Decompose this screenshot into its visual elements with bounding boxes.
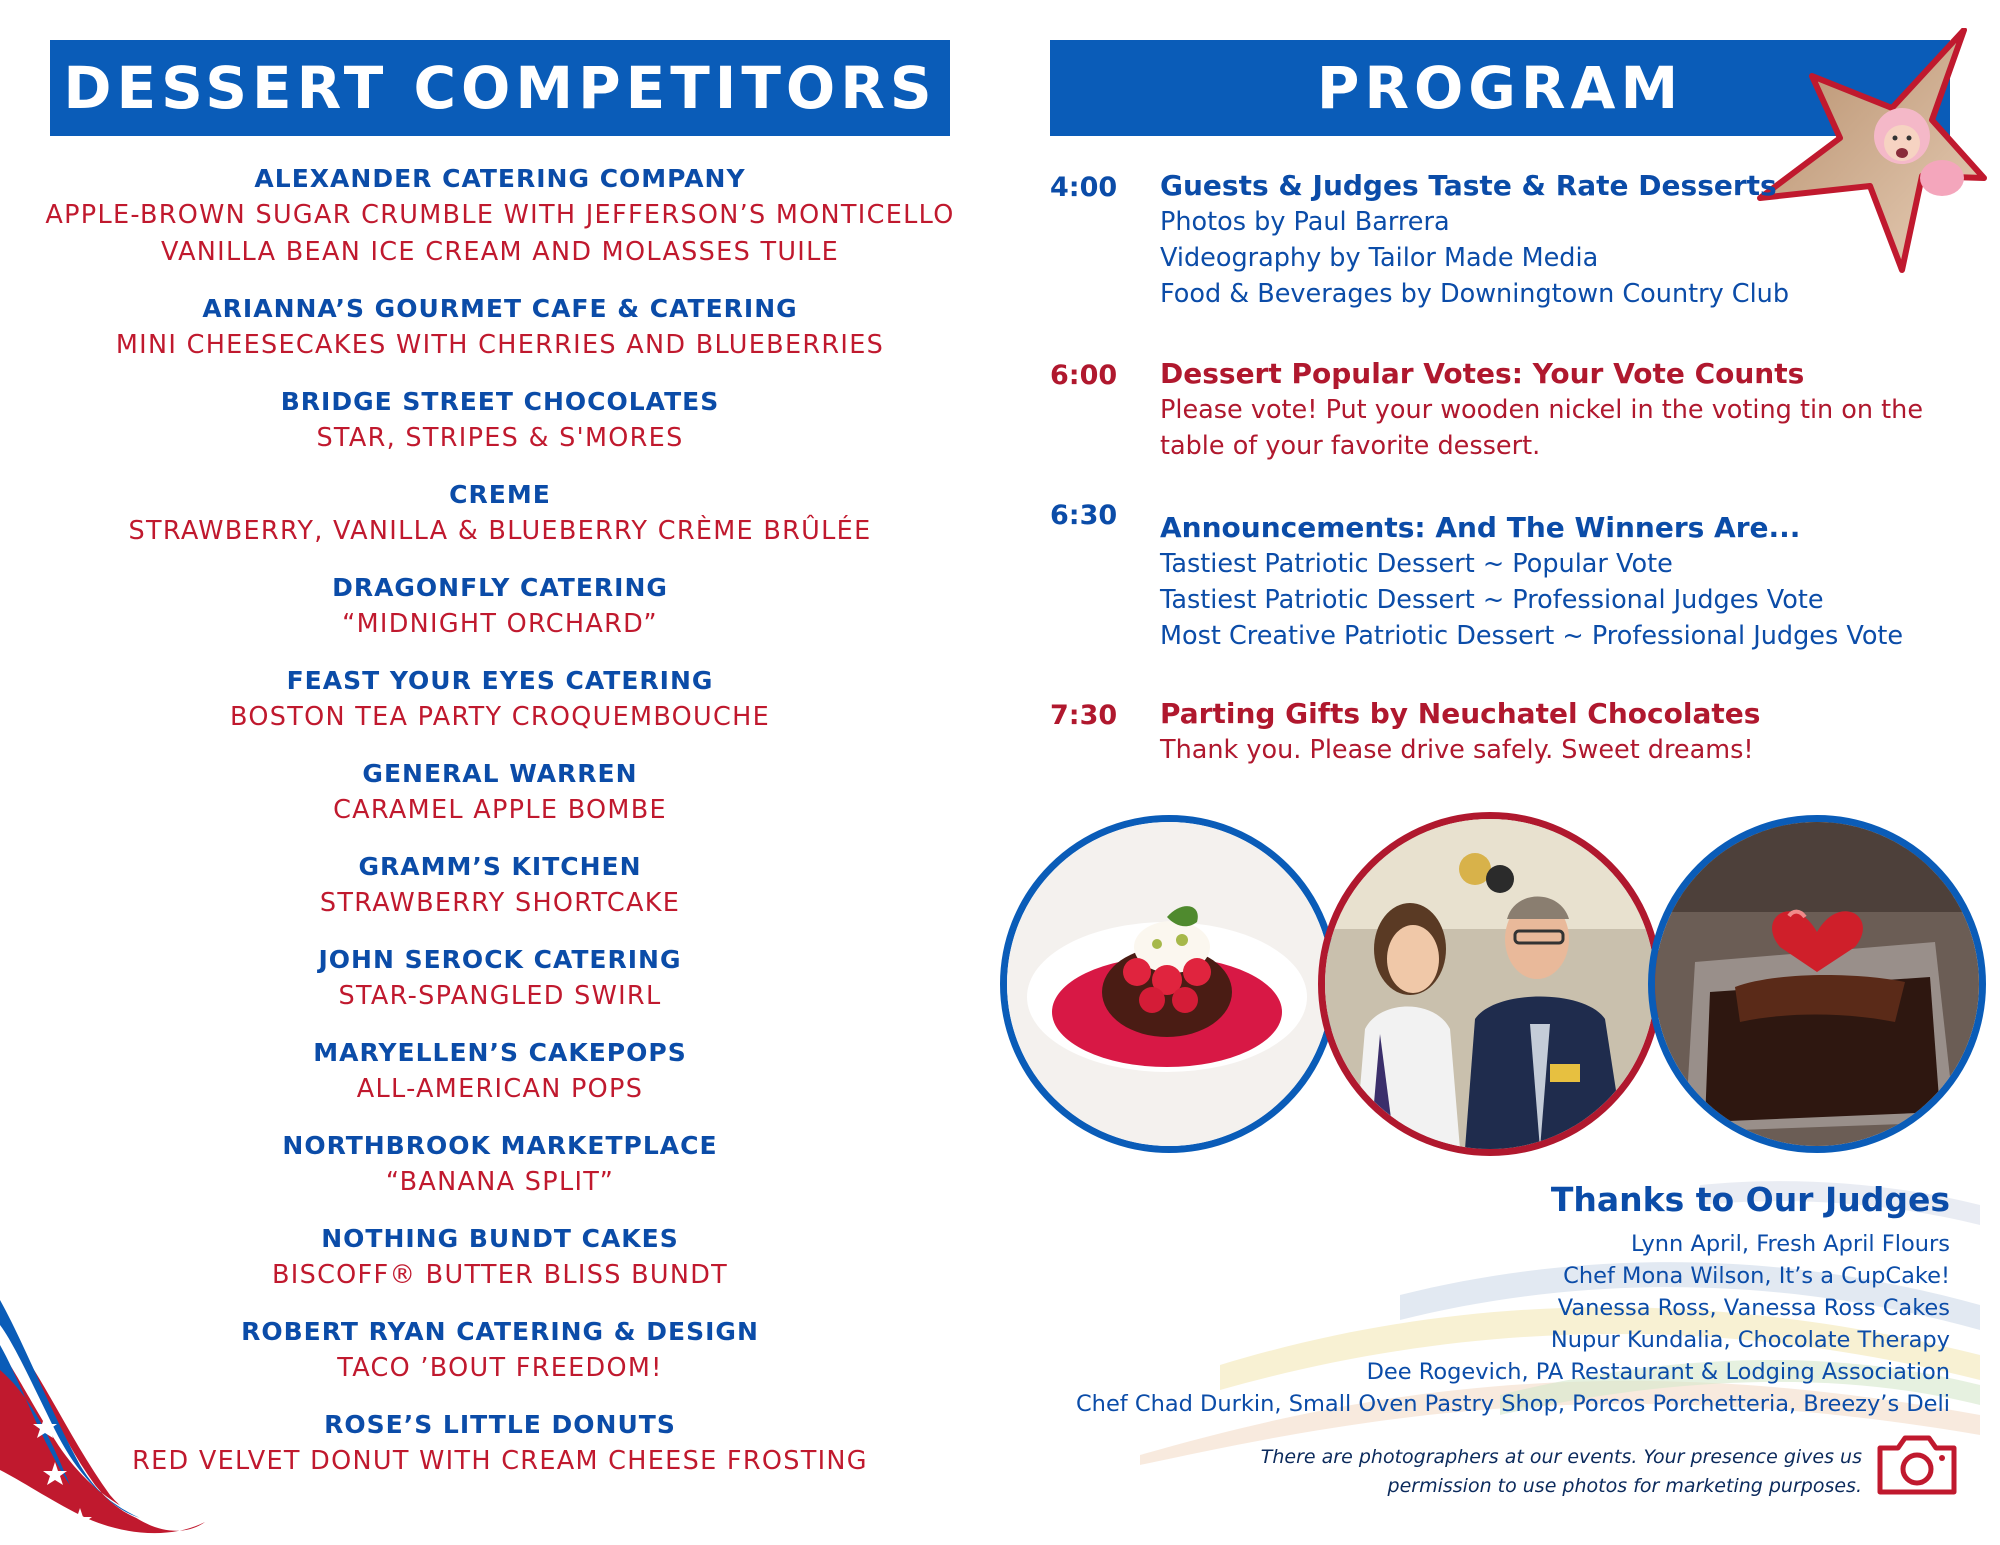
competitor-name: FEAST YOUR EYES CATERING [286,666,714,695]
competitor-dessert: STAR-SPANGLED SWIRL [338,981,662,1011]
program-time: 7:30 [1050,700,1118,731]
competitor-entry [20,569,980,643]
competitor-entry [20,476,980,550]
competitor-name: JOHN SEROCK CATERING [318,945,682,974]
program-line: Thank you. Please drive safely. Sweet dreams! [1160,735,1754,765]
program-time: 6:00 [1050,360,1118,391]
competitor-entry [20,848,980,922]
competitor-dessert: STAR, STRIPES & S'MORES [316,423,684,453]
competitor-name: ROBERT RYAN CATERING & DESIGN [241,1317,759,1346]
program-line: Tastiest Patriotic Dessert ~ Professional Judges Vote [1160,585,1824,615]
competitor-name: ROSE’S LITTLE DONUTS [324,1410,676,1439]
competitor-dessert: BISCOFF® BUTTER BLISS BUNDT [271,1260,729,1290]
competitor-entry [20,662,980,736]
competitor-name: NORTHBROOK MARKETPLACE [282,1131,718,1160]
competitor-name: DRAGONFLY CATERING [332,573,668,602]
program-banner: PROGRAM [1050,40,1950,136]
program-line: Videography by Tailor Made Media [1160,243,1599,273]
disclaimer-line: permission to use photos for marketing purposes. [1387,1475,1862,1497]
competitor-entry [20,1220,980,1294]
competitor-dessert: CARAMEL APPLE BOMBE [333,795,667,825]
photo-disclaimer [1102,1443,1862,1501]
competitor-dessert: RED VELVET DONUT WITH CREAM CHEESE FROSTING [132,1446,868,1476]
program-details [1160,696,2000,768]
camera-icon [1874,1432,1960,1498]
program-time: 4:00 [1050,172,1118,203]
competitor-dessert: BOSTON TEA PARTY CROQUEMBOUCHE [230,702,770,732]
competitor-name: CREME [449,480,551,509]
competitor-dessert: ALL-AMERICAN POPS [356,1074,644,1104]
competitor-name: ALEXANDER CATERING COMPANY [254,164,746,193]
competitor-entry [20,755,980,829]
competitor-entry [20,1406,980,1480]
program-details [1160,510,2000,654]
judge-entry: Nupur Kundalia, Chocolate Therapy [1550,1327,1950,1353]
competitor-entry [20,160,980,271]
judge-entry: Vanessa Ross, Vanessa Ross Cakes [1557,1295,1950,1321]
competitor-name: GENERAL WARREN [362,759,638,788]
competitor-name: MARYELLEN’S CAKEPOPS [313,1038,687,1067]
dessert-photo [1000,815,1338,1153]
program-line: Food & Beverages by Downingtown Country Club [1160,279,1790,309]
program-line: table of your favorite dessert. [1160,431,1541,461]
competitor-entry [20,1313,980,1387]
judges-title: Thanks to Our Judges [1550,1180,1950,1219]
program-title: Announcements: And The Winners Are... [1160,511,1801,544]
competitor-dessert: APPLE-BROWN SUGAR CRUMBLE WITH JEFFERSON’S MONTICELLO VANILLA BEAN ICE CREAM AND MOLASSES TUILE [45,200,955,267]
competitor-name: BRIDGE STREET CHOCOLATES [280,387,720,416]
dessert-competitors-banner: DESSERT COMPETITORS [50,40,950,136]
competitor-entry [20,1034,980,1108]
program-time: 6:30 [1050,500,1118,531]
competitor-entry [20,941,980,1015]
competitor-dessert: STRAWBERRY SHORTCAKE [319,888,681,918]
judge-entry: Chef Mona Wilson, It’s a CupCake! [1563,1263,1950,1289]
competitor-entry [20,1127,980,1201]
competitor-dessert: MINI CHEESECAKES WITH CHERRIES AND BLUEBERRIES [115,330,885,360]
judge-entry: Dee Rogevich, PA Restaurant & Lodging Association [1366,1359,1950,1385]
judges-list [950,1228,1950,1420]
program-title: Guests & Judges Taste & Rate Desserts [1160,169,1777,202]
program-line: Tastiest Patriotic Dessert ~ Popular Vote [1160,549,1673,579]
program-line: Photos by Paul Barrera [1160,207,1450,237]
program-details [1160,168,2000,312]
competitor-entry [20,290,980,364]
judges-photo [1318,812,1662,1156]
judge-entry: Chef Chad Durkin, Small Oven Pastry Shop, Porcos Porchetteria, Breezy’s Deli [1075,1391,1950,1417]
disclaimer-line: There are photographers at our events. Your presence gives us [1260,1446,1862,1468]
program-details [1160,356,2000,464]
program-line: Most Creative Patriotic Dessert ~ Professional Judges Vote [1160,621,1904,651]
competitor-dessert: “BANANA SPLIT” [385,1167,615,1197]
competitors-list [20,160,980,1499]
program-title: Parting Gifts by Neuchatel Chocolates [1160,697,1761,730]
chocolate-dessert-photo [1648,815,1986,1153]
competitor-dessert: STRAWBERRY, VANILLA & BLUEBERRY CRÈME BRÛLÉE [128,516,872,546]
competitor-name: NOTHING BUNDT CAKES [321,1224,679,1253]
competitor-entry [20,383,980,457]
competitor-name: ARIANNA’S GOURMET CAFE & CATERING [202,294,798,323]
program-title: Dessert Popular Votes: Your Vote Counts [1160,357,1805,390]
competitor-name: GRAMM’S KITCHEN [358,852,642,881]
judge-entry: Lynn April, Fresh April Flours [1631,1231,1950,1257]
competitor-dessert: TACO ’BOUT FREEDOM! [337,1353,663,1383]
program-line: Please vote! Put your wooden nickel in the voting tin on the [1160,395,1924,425]
competitor-dessert: “MIDNIGHT ORCHARD” [342,609,658,639]
